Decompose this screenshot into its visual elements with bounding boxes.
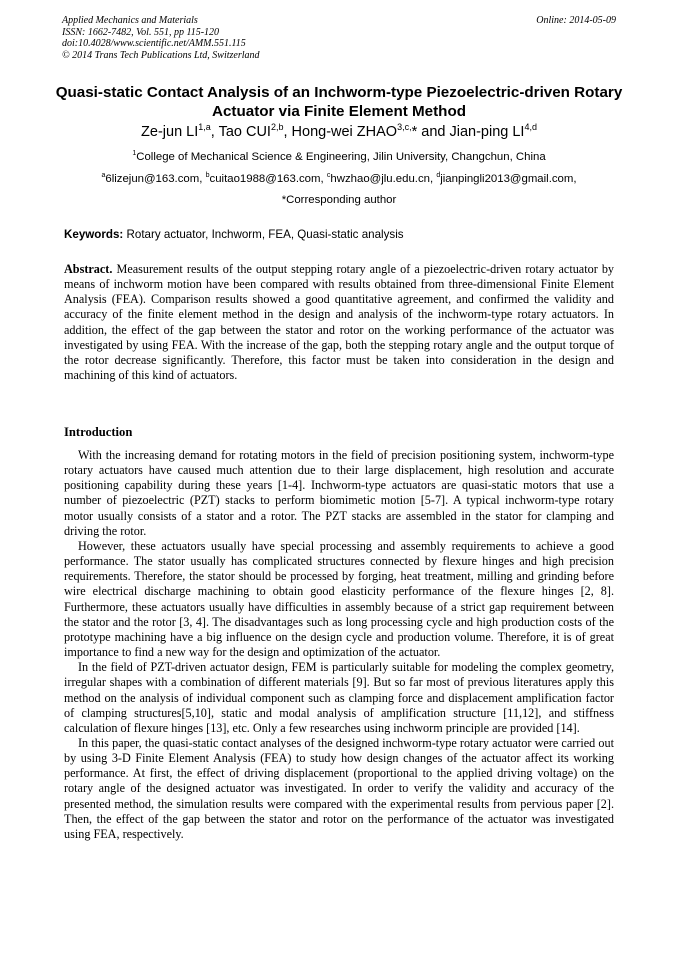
abstract-text: Measurement results of the output stepping rotary angle of a piezoelectric-driven rotary actuator by means of inchworm motion have been compared with results obtained from three-dimensional Finite Element Analysis (FEA). Comparison results showed a good quantitative agreement, and confirmed the validity and accuracy of the finite element method in the design and analysis of the inchworm-type rotary actuators. In addition, the effect of the gap between the stator and rotor on the working performance of the actuator was investigated by using FEA. With the increase of the gap, both the stepping rotary angle and the output torque of the rotor decrease significantly. Therefore, this factor must be taken into consideration in the design and machining of this kind of actuators. bbox=[64, 262, 615, 383]
author-name: Tao CUI bbox=[218, 124, 271, 140]
keywords-text: Rotary actuator, Inchworm, FEA, Quasi-static analysis bbox=[126, 228, 404, 241]
email-separator: , bbox=[199, 173, 206, 185]
abstract bbox=[64, 262, 614, 383]
email-address: cuitao1988@163.com bbox=[209, 173, 321, 185]
body-paragraph: In the field of PZT-driven actuator design, FEM is particularly suitable for modeling the complex geometry, irregular shapes with a combination of different materials [9]. But so far most of previous literatures apply this method on the analysis of individual component such as clamping force and displacement amplification factor of clamping structures[5,10], static and modal analysis of amplification structure [11,12], and stiffness calculation of flexure hinges [13], etc. Only a few researches using inchworm principle are provided [14]. bbox=[64, 660, 614, 735]
section-heading-introduction: Introduction bbox=[64, 425, 133, 439]
author-separator: , bbox=[210, 124, 219, 140]
affiliation bbox=[20, 150, 658, 164]
email-separator: , bbox=[573, 173, 577, 185]
email-address: hwzhao@jlu.edu.cn bbox=[330, 173, 430, 185]
author-separator: * and bbox=[411, 124, 450, 140]
author-affiliation-mark: 1,a bbox=[198, 122, 211, 133]
email-mark: c bbox=[326, 172, 331, 180]
email-address: 6lizejun@163.com bbox=[105, 173, 200, 185]
author-name: Ze-jun LI bbox=[141, 124, 199, 140]
author-separator: , bbox=[283, 124, 292, 140]
author-affiliation-mark: 3,c, bbox=[397, 122, 412, 133]
email-mark: b bbox=[205, 172, 210, 180]
abstract-label: Abstract. bbox=[64, 262, 113, 276]
email-mark: a bbox=[101, 172, 106, 180]
email-mark: d bbox=[436, 172, 441, 180]
affiliation-text: College of Mechanical Science & Engineering, Jilin University, Changchun, China bbox=[136, 151, 546, 163]
doi-line: doi:10.4028/www.scientific.net/AMM.551.115 bbox=[62, 38, 246, 49]
author-list bbox=[20, 123, 658, 141]
author-name: Hong-wei ZHAO bbox=[291, 124, 398, 140]
corresponding-author-note: *Corresponding author bbox=[281, 194, 397, 206]
email-address: jianpingli2013@gmail.com bbox=[440, 173, 574, 185]
issn-line: ISSN: 1662-7482, Vol. 551, pp 115-120 bbox=[62, 26, 220, 38]
body-paragraph: With the increasing demand for rotating motors in the field of precision positioning system, inchworm-type rotary actuators have caused much attention due to their large displacement, high resolution and accurate positioning capability during these years [1-4]. Inchworm-type actuators are quasi-static motors that use a number of piezoelectric (PZT) stacks to perform biomimetic motion [5-7]. A typical inchworm-type rotary motor usually consists of a stator and a rotor. The PZT stacks are assembled in the stator for clamping and driving the rotor. bbox=[64, 448, 614, 538]
body-paragraph: In this paper, the quasi-static contact analyses of the designed inchworm-type rotary actuator were carried out by using 3-D Finite Element Analysis (FEA) to study how design changes of the actuator affect its working performance. At first, the effect of driving displacement (proportional to the applied driving voltage) on the rotary angle of the designed actuator was investigated. In order to verify the validity and accuracy of the presented method, the simulation results were compared with the experimental results from pervious paper [2]. Then, the effect of the gap between the stator and rotor on the performance of the actuator was investigated using FEA, respectively. bbox=[64, 735, 614, 841]
email-separator: , bbox=[320, 173, 327, 185]
keywords-label: Keywords: bbox=[64, 228, 124, 241]
journal-header bbox=[62, 15, 422, 61]
author-affiliation-mark: 4,d bbox=[524, 122, 537, 133]
affiliation-mark: 1 bbox=[132, 150, 137, 158]
paper-title: Quasi-static Contact Analysis of an Inchworm-type Piezoelectric-driven Rotary Actuator via Finite Element Method bbox=[55, 84, 623, 120]
email-separator: , bbox=[429, 173, 437, 185]
journal-name: Applied Mechanics and Materials bbox=[62, 15, 198, 26]
email-list bbox=[20, 172, 658, 186]
copyright-line: © 2014 Trans Tech Publications Ltd, Switzerland bbox=[62, 49, 260, 61]
keywords bbox=[64, 228, 624, 242]
introduction-body bbox=[64, 448, 614, 842]
online-date: Online: 2014-05-09 bbox=[536, 15, 616, 26]
body-paragraph: However, these actuators usually have special processing and assembly requirements to achieve a good performance. The stator usually has complicated structures connected by flexure hinges and high precision requirements. Therefore, the stator should be processed by forging, heat treatment, milling and grinding before wire electrical discharge machining to obtain good elasticity performance of the flexure hinges [2, 8]. Furthermore, these actuators usually have difficulties in assembly because of a strict gap requirement between the stator and the rotor [3, 4]. The disadvantages such as long processing cycle and high production costs of the prototype machining have a big influence on the design cycle and production volume. Therefore, it is of great importance to find a new way for the design and optimization of the actuator. bbox=[64, 538, 614, 660]
author-affiliation-mark: 2,b bbox=[270, 122, 284, 133]
author-name: Jian-ping LI bbox=[449, 124, 525, 140]
